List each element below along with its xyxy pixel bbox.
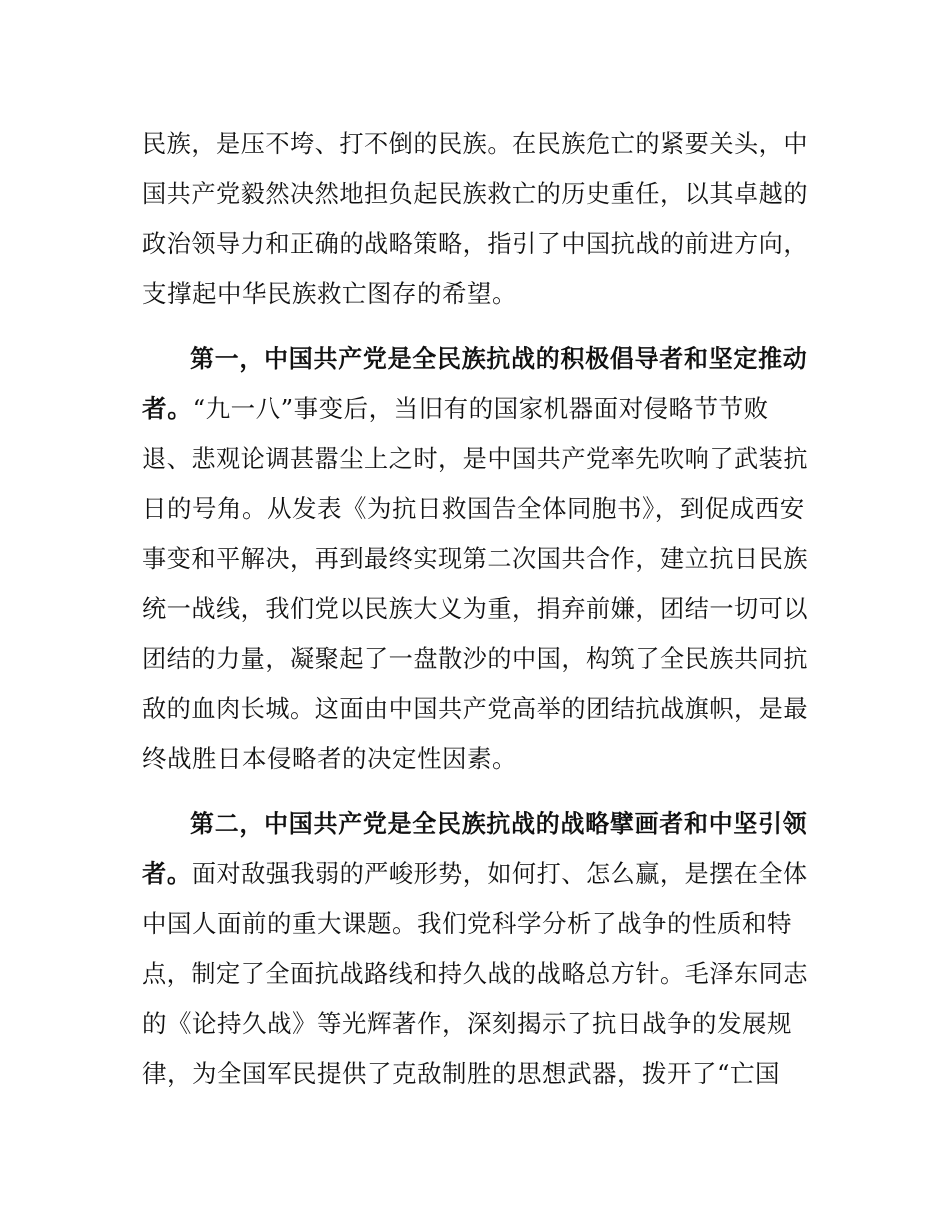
section-heading: 第二，中国共产党是全民族抗战的战略擘画者和中坚引领 <box>190 809 808 838</box>
paragraph-line: 民族，是压不垮、打不倒的民族。在民族危亡的紧要关头，中 <box>142 129 809 158</box>
section-heading: 第一，中国共产党是全民族抗战的积极倡导者和坚定推动 <box>190 344 808 373</box>
section-heading-end: 者。 <box>142 859 192 888</box>
paragraph-line: 敌的血肉长城。这面由中国共产党高举的团结抗战旗帜，是最 <box>142 694 809 723</box>
paragraph-line: 中国人面前的重大课题。我们党科学分析了战争的性质和特 <box>142 909 792 938</box>
paragraph-line: 律，为全国军民提供了克敌制胜的思想武器，拨开了“亡国 <box>142 1059 781 1088</box>
section-heading-continuation <box>142 854 808 894</box>
paragraph-line: 政治领导力和正确的战略策略，指引了中国抗战的前进方向， <box>142 229 809 258</box>
paragraph-line: 统一战线，我们党以民族大义为重，捐弃前嫌，团结一切可以 <box>142 594 809 623</box>
paragraph-text: “九一八”事变后，当旧有的国家机器面对侵略节节败 <box>192 394 769 423</box>
paragraph-line: 支撑起中华民族救亡图存的希望。 <box>142 279 517 308</box>
paragraph-line: 终战胜日本侵略者的决定性因素。 <box>142 744 517 773</box>
paragraph-line: 事变和平解决，再到最终实现第二次国共合作，建立抗日民族 <box>142 544 809 573</box>
paragraph-line: 退、悲观论调甚嚣尘上之时，是中国共产党率先吹响了武装抗 <box>142 444 809 473</box>
paragraph-line: 团结的力量，凝聚起了一盘散沙的中国，构筑了全民族共同抗 <box>142 644 809 673</box>
section-heading-end: 者。 <box>142 394 193 423</box>
section-heading-continuation <box>142 389 769 429</box>
paragraph-line: 点，制定了全面抗战路线和持久战的战略总方针。毛泽东同志 <box>142 959 809 988</box>
paragraph-line: 国共产党毅然决然地担负起民族救亡的历史重任，以其卓越的 <box>142 179 809 208</box>
paragraph-text: 面对敌强我弱的严峻形势，如何打、怎么赢，是摆在全体 <box>191 859 808 888</box>
paragraph-line: 日的号角。从发表《为抗日救国告全体同胞书》，到促成西安 <box>142 494 805 523</box>
paragraph-line: 的《论持久战》等光辉著作，深刻揭示了抗日战争的发展规 <box>142 1009 792 1038</box>
